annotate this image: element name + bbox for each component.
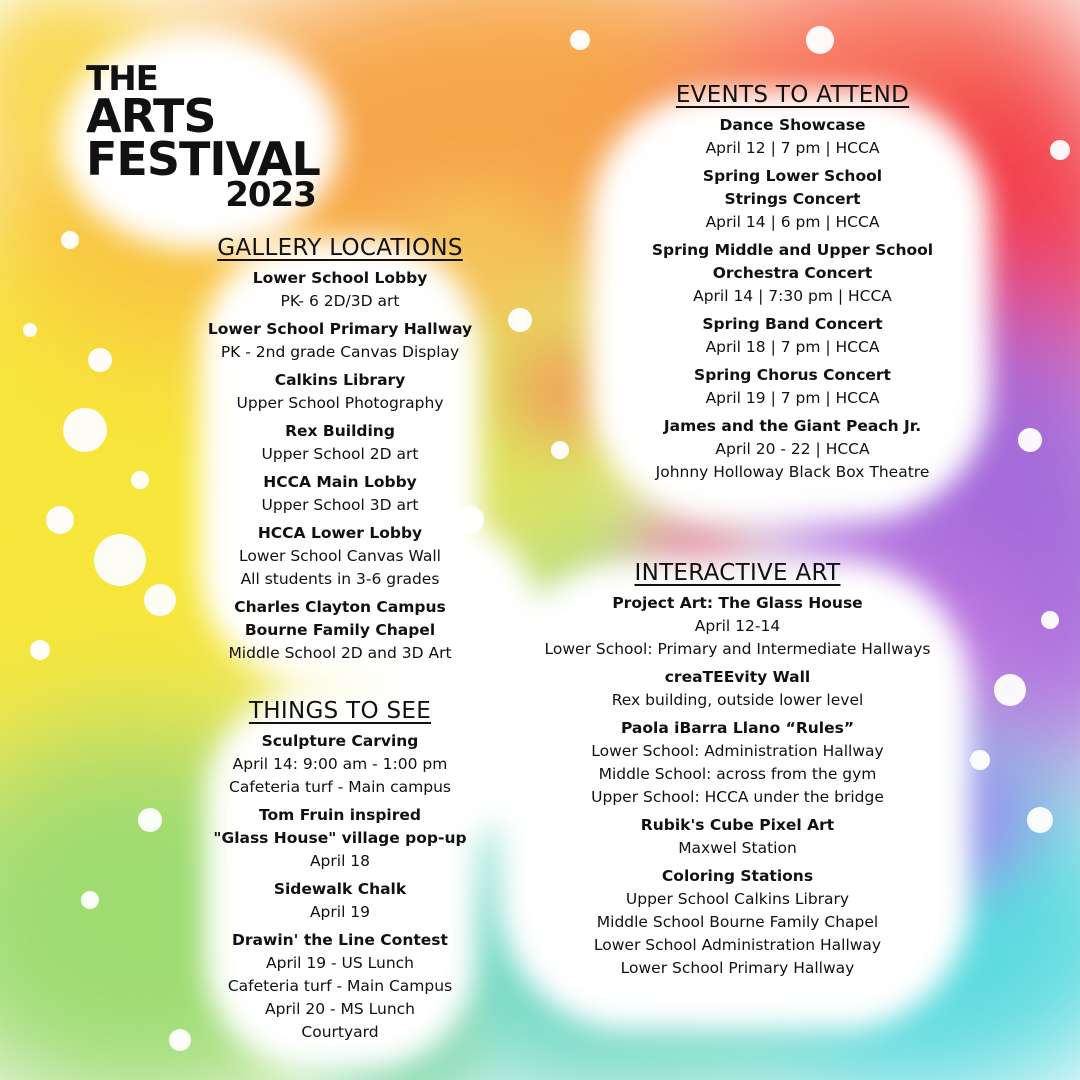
item-title: "Glass House" village pop-up (213, 829, 467, 847)
events-to-attend-section (600, 82, 985, 489)
item-detail: April 14 | 6 pm | HCCA (705, 213, 880, 231)
list-item (510, 865, 965, 980)
item-title: Lower School Primary Hallway (207, 320, 473, 338)
item-title: Tom Fruin inspired (259, 806, 421, 824)
item-detail: April 14: 9:00 am - 1:00 pm (232, 755, 448, 773)
item-detail: Lower School Administration Hallway (593, 936, 882, 954)
things-to-see-section (180, 698, 500, 1049)
list-item (180, 420, 500, 466)
item-detail: Cafeteria turf - Main campus (229, 778, 451, 796)
list-item (180, 596, 500, 665)
list-item (180, 522, 500, 591)
item-detail: April 18 (309, 852, 371, 870)
item-detail: Johnny Holloway Black Box Theatre (655, 463, 930, 481)
things-to-see-heading: THINGS TO SEE (248, 698, 432, 724)
list-item (600, 313, 985, 359)
item-detail: Middle School: across from the gym (598, 765, 877, 783)
item-detail: Middle School Bourne Family Chapel (596, 913, 879, 931)
item-title: James and the Giant Peach Jr. (663, 417, 922, 435)
item-title: Paola iBarra Llano “Rules” (620, 719, 855, 737)
logo-arts: ARTS (86, 89, 216, 144)
item-detail: Upper School 2D art (261, 445, 419, 463)
item-title: Sidewalk Chalk (273, 880, 407, 898)
list-item (510, 814, 965, 860)
item-detail: April 12 | 7 pm | HCCA (705, 139, 880, 157)
list-item (600, 165, 985, 234)
item-title: Coloring Stations (661, 867, 814, 885)
item-title: Bourne Family Chapel (244, 621, 436, 639)
list-item (180, 471, 500, 517)
item-detail: Maxwel Station (678, 839, 797, 857)
item-detail: Lower School: Administration Hallway (591, 742, 884, 760)
item-title: HCCA Lower Lobby (257, 524, 423, 542)
list-item (180, 318, 500, 364)
logo-year: 2023 (225, 174, 316, 215)
list-item (180, 267, 500, 313)
item-title: HCCA Main Lobby (263, 473, 417, 491)
gallery-locations-list (180, 267, 500, 665)
item-title: Spring Middle and Upper School (651, 241, 934, 259)
item-title: Rubik's Cube Pixel Art (640, 816, 835, 834)
interactive-art-heading: INTERACTIVE ART (634, 560, 841, 586)
item-detail: Lower School: Primary and Intermediate Hallways (544, 640, 931, 658)
item-title: Sculpture Carving (261, 732, 419, 750)
item-detail: PK- 6 2D/3D art (280, 292, 400, 310)
item-detail: PK - 2nd grade Canvas Display (220, 343, 460, 361)
list-item (600, 415, 985, 484)
item-title: Drawin' the Line Contest (232, 931, 448, 949)
item-title: Dance Showcase (719, 116, 866, 134)
item-title: Spring Chorus Concert (694, 366, 891, 384)
list-item (600, 114, 985, 160)
item-detail: Middle School 2D and 3D Art (228, 644, 452, 662)
list-item (510, 592, 965, 661)
item-detail: April 12-14 (694, 617, 781, 635)
item-detail: Upper School Calkins Library (625, 890, 850, 908)
item-detail: Cafeteria turf - Main Campus (227, 977, 453, 995)
festival-logo (86, 59, 320, 215)
item-title: Calkins Library (274, 371, 406, 389)
item-detail: Courtyard (301, 1023, 379, 1041)
item-detail: April 18 | 7 pm | HCCA (705, 338, 880, 356)
item-title: creaTEEvity Wall (664, 668, 811, 686)
item-detail: Upper School: HCCA under the bridge (591, 788, 884, 806)
item-detail: April 19 - US Lunch (266, 954, 414, 972)
list-item (600, 364, 985, 410)
list-item (600, 239, 985, 308)
item-detail: Upper School 3D art (261, 496, 419, 514)
item-title: Rex Building (285, 422, 395, 440)
interactive-art-section (510, 560, 965, 985)
events-to-attend-heading: EVENTS TO ATTEND (675, 82, 910, 108)
list-item (510, 666, 965, 712)
item-detail: All students in 3-6 grades (240, 570, 440, 588)
list-item (510, 717, 965, 809)
list-item (180, 369, 500, 415)
item-detail: April 20 - MS Lunch (264, 1000, 416, 1018)
item-detail: April 14 | 7:30 pm | HCCA (693, 287, 892, 305)
logo-the: THE (86, 59, 158, 99)
item-title: Charles Clayton Campus (234, 598, 446, 616)
item-title: Project Art: The Glass House (612, 594, 863, 612)
list-item (180, 804, 500, 873)
item-detail: Lower School Canvas Wall (238, 547, 441, 565)
events-to-attend-list (600, 114, 985, 484)
item-title: Spring Band Concert (702, 315, 883, 333)
list-item (180, 878, 500, 924)
item-title: Spring Lower School (702, 167, 883, 185)
item-detail: Upper School Photography (236, 394, 444, 412)
item-detail: Lower School Primary Hallway (620, 959, 855, 977)
item-title: Strings Concert (724, 190, 861, 208)
interactive-art-list (510, 592, 965, 980)
list-item (180, 929, 500, 1044)
item-detail: April 19 (309, 903, 371, 921)
item-title: Orchestra Concert (712, 264, 873, 282)
gallery-locations-section (180, 235, 500, 670)
list-item (180, 730, 500, 799)
logo-festival: FESTIVAL (86, 131, 320, 186)
things-to-see-list (180, 730, 500, 1044)
item-detail: Rex building, outside lower level (611, 691, 864, 709)
gallery-locations-heading: GALLERY LOCATIONS (217, 235, 463, 261)
item-title: Lower School Lobby (252, 269, 428, 287)
item-detail: April 19 | 7 pm | HCCA (705, 389, 880, 407)
item-detail: April 20 - 22 | HCCA (715, 440, 870, 458)
